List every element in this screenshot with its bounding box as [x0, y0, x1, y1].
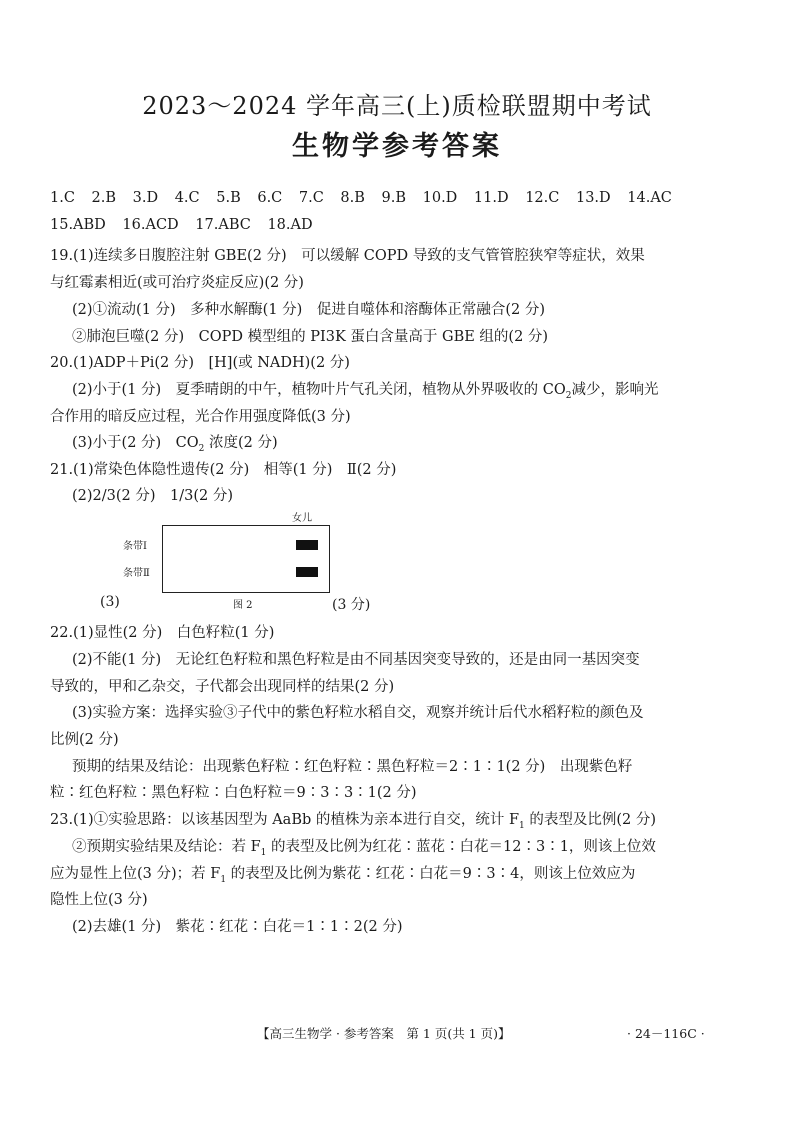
q23-line-3	[50, 862, 635, 885]
subscript: 1	[220, 874, 227, 885]
figure-label-daughter: 女儿	[292, 513, 312, 524]
part-3-score: (3 分)	[332, 597, 371, 613]
subscript: 1	[519, 820, 525, 831]
q20-line-4	[72, 431, 278, 454]
footer-code: · 24－116C ·	[627, 1026, 705, 1041]
q20-line-2a: (2)小于(1 分) 夏季晴朗的中午，植物叶片气孔关闭，植物从外界吸收的 CO	[72, 382, 566, 398]
q23-line-5: (2)去雄(1 分) 紫花∶红花∶白花＝1∶1∶2(2 分)	[72, 919, 403, 935]
figure-caption: 图 2	[233, 600, 253, 611]
mc-answers-line-2: 15.ABD 16.ACD 17.ABC 18.AD	[50, 217, 313, 233]
q20-line-3: 合作用的暗反应过程，光合作用强度降低(3 分)	[50, 409, 351, 425]
subscript: 1	[260, 847, 267, 858]
band-1-mark	[296, 540, 318, 550]
q22-line-6: 预期的结果及结论：出现紫色籽粒∶红色籽粒∶黑色籽粒＝2∶1∶1(2 分) 出现紫色籽	[72, 759, 633, 775]
q22-line-7: 粒∶红色籽粒∶黑色籽粒∶白色籽粒＝9∶3∶3∶1(2 分)	[50, 785, 417, 801]
q23-line-2b: 的表型及比例为红花∶蓝花∶白花＝12∶3∶1，则该上位效	[266, 839, 656, 855]
q20-line-4a: (3)小于(2 分) CO	[72, 435, 199, 451]
q23-line-3a: 应为显性上位(3 分)；若 F	[50, 866, 221, 882]
exam-title: 2023～2024 学年高三(上)质检联盟期中考试	[142, 92, 652, 120]
q23-line-1	[50, 808, 656, 831]
band-2-label: 条带Ⅱ	[123, 568, 150, 579]
q23-line-2	[72, 835, 656, 858]
q23-line-1b: 的表型及比例(2 分)	[524, 812, 657, 828]
gel-box	[162, 525, 330, 593]
subscript: 2	[198, 443, 205, 454]
document-subtitle: 生物学参考答案	[292, 131, 502, 162]
q23-line-3b: 的表型及比例为紫花∶红花∶白花＝9∶3∶4，则该上位效应为	[226, 866, 636, 882]
q21-line-1: 21.(1)常染色体隐性遗传(2 分) 相等(1 分) Ⅱ(2 分)	[50, 462, 397, 478]
part-3-label: (3)	[100, 594, 120, 610]
band-2-mark	[296, 567, 318, 577]
q22-line-1: 22.(1)显性(2 分) 白色籽粒(1 分)	[50, 625, 275, 641]
q23-line-1a: 23.(1)①实验思路：以该基因型为 AaBb 的植株为亲本进行自交，统计 F	[50, 812, 520, 828]
q22-line-3: 导致的，甲和乙杂交，子代都会出现同样的结果(2 分)	[50, 679, 395, 695]
footer-page-info: 【高三生物学 · 参考答案 第 1 页(共 1 页)】	[257, 1026, 511, 1041]
q19-line-3: (2)①流动(1 分) 多种水解酶(1 分) 促进自噬体和溶酶体正常融合(2 分)	[72, 302, 545, 318]
q20-line-2	[72, 378, 659, 401]
q22-line-2: (2)不能(1 分) 无论红色籽粒和黑色籽粒是由不同基因突变导致的，还是由同一基因突变	[72, 652, 640, 668]
q19-line-2: 与红霉素相近(或可治疗炎症反应)(2 分)	[50, 275, 304, 291]
q21-line-2: (2)2/3(2 分) 1/3(2 分)	[72, 488, 234, 504]
q22-line-5: 比例(2 分)	[50, 732, 119, 748]
q20-line-2b: 减少，影响光	[571, 382, 659, 398]
q20-line-4b: 浓度(2 分)	[204, 435, 278, 451]
q22-line-4: (3)实验方案：选择实验③子代中的紫色籽粒水稻自交，观察并统计后代水稻籽粒的颜色及	[72, 705, 644, 721]
q23-line-2a: ②预期实验结果及结论：若 F	[72, 839, 261, 855]
q19-line-4: ②肺泡巨噬(2 分) COPD 模型组的 PI3K 蛋白含量高于 GBE 组的(2 分)	[72, 329, 549, 345]
q19-line-1: 19.(1)连续多日腹腔注射 GBE(2 分) 可以缓解 COPD 导致的支气管管腔狭窄等症状，效果	[50, 248, 645, 264]
subscript: 2	[565, 390, 572, 401]
band-1-label: 条带Ⅰ	[123, 541, 147, 552]
mc-answers-line-1: 1.C 2.B 3.D 4.C 5.B 6.C 7.C 8.B 9.B 10.D 11.D 12.C 13.D 14.AC	[50, 190, 672, 206]
q23-line-4: 隐性上位(3 分)	[50, 892, 148, 908]
q20-line-1: 20.(1)ADP＋Pi(2 分) [H](或 NADH)(2 分)	[50, 355, 350, 371]
electrophoresis-figure	[90, 505, 390, 615]
